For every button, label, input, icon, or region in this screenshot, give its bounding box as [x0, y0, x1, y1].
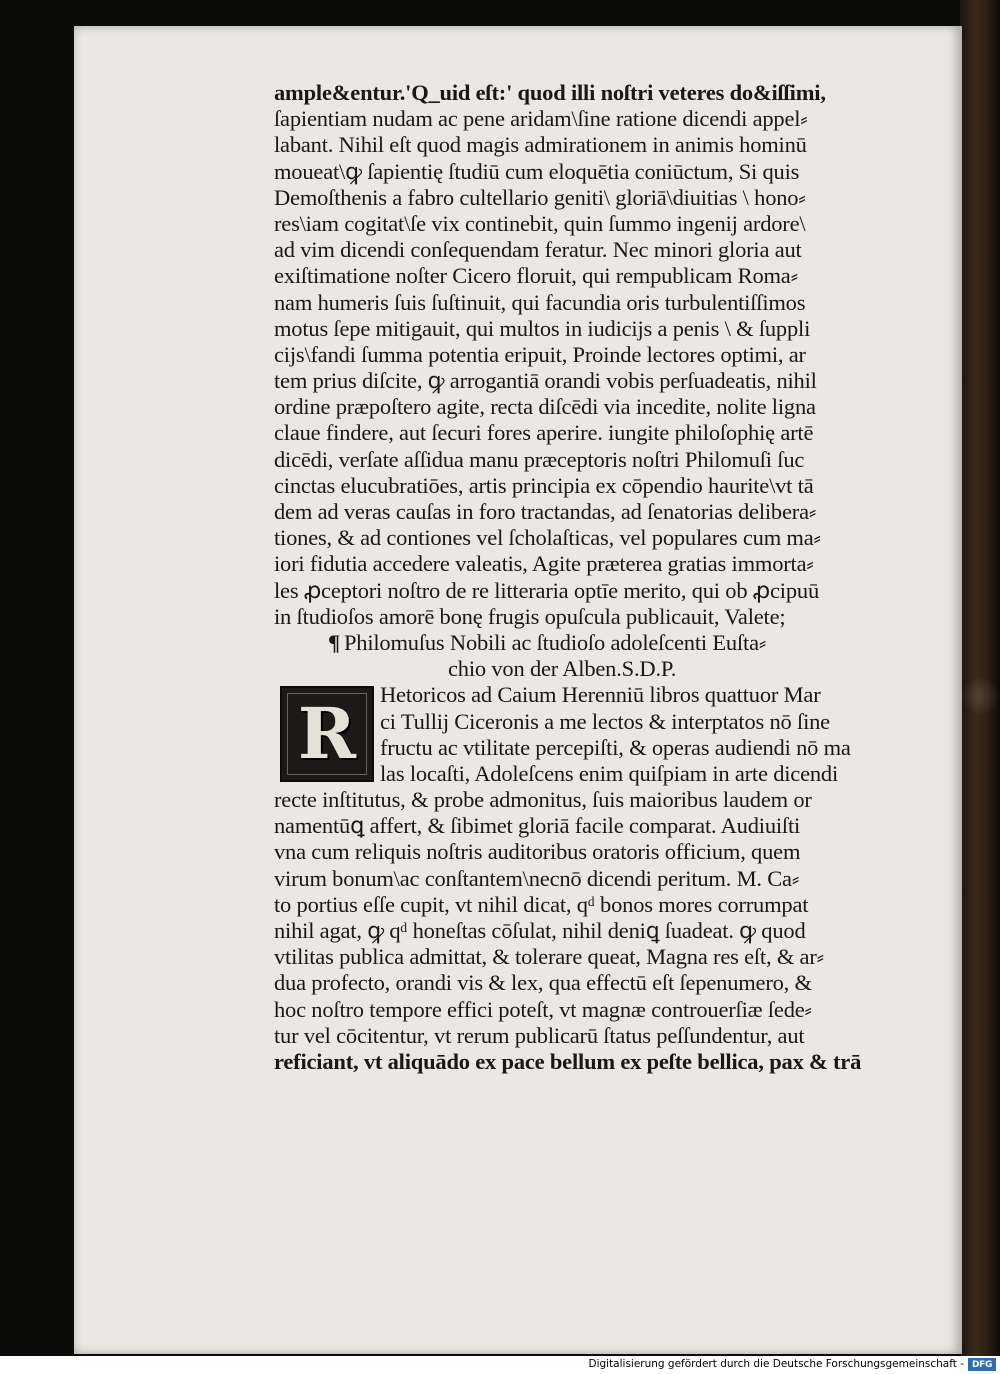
text-line: iori fidutia accedere valeatis, Agite præterea gratias immorta⸗: [274, 551, 814, 577]
text-line: dicēdi, verſate aſſidua manu præceptoris noſtri Philomuſi ſuc: [274, 446, 805, 472]
text-line: vna cum reliquis noſtris auditoribus oratoris officium, quem: [274, 839, 801, 865]
text-line: dua profecto, orandi vis & lex, qua effectū eſt ſepenumero, &: [274, 970, 812, 996]
text-line: Demoſthenis a fabro cultellario geniti\ gloriā\diuitias \ hono⸗: [274, 184, 806, 210]
preface-paragraph: [274, 80, 934, 630]
text-line: virum bonum\ac conſtantem\necnō dicendi peritum. M. Ca⸗: [274, 865, 800, 891]
letter-heading-line-1: [274, 630, 934, 656]
text-line: motus ſepe mitigauit, qui multos in iudicijs a penis \ & ſuppli: [274, 315, 811, 341]
text-line: to portius eſſe cupit, vt nihil dicat, qᵈ bonos mores corrumpat: [274, 891, 809, 917]
decorated-initial: [280, 686, 374, 782]
page-text: [274, 80, 934, 1075]
text-line: ci Tullij Ciceronis a me lectos & interptatos nō ſine: [380, 708, 830, 734]
digitization-footer: [0, 1356, 1000, 1374]
text-line: nihil agat, ꝙ qᵈ honeſtas cōſulat, nihil deniꝗ ſuadeat. ꝙ quod: [274, 918, 806, 944]
text-line: nam humeris ſuis ſuſtinuit, qui facundia oris turbulentiſſimos: [274, 289, 806, 315]
text-line: moueat\ꝙ ſapientię ſtudiū cum eloquētia coniūctum, Si quis: [274, 158, 800, 184]
text-line: tur vel cōcitentur, vt rerum publicarū ſtatus peſſundentur, aut: [274, 1022, 805, 1048]
initial-letter: R: [297, 692, 357, 776]
text-line: cinctas elucubratiōes, artis principia ex cōpendio haurite\vt tā: [274, 472, 814, 498]
text-line: ordine præpoſtero agite, recta diſcēdi via incedite, nolite ligna: [274, 394, 816, 420]
letter-heading-line-2: chio von der Alben.S.D.P.: [448, 656, 677, 682]
text-line: ample&entur.'Q_uid eſt:' quod illi noſtri veteres do&iſſimi,: [274, 80, 826, 105]
heading-text-1: Philomuſus Nobili ac ſtudioſo adoleſcenti Euſta⸗: [343, 629, 767, 655]
text-line: labant. Nihil eſt quod magis admirationem in animis hominū: [274, 132, 807, 158]
text-line: las locaſti, Adoleſcens enim quiſpiam in arte dicendi: [380, 760, 839, 786]
text-line: recte inſtitutus, & probe admonitus, ſuis maioribus laudem or: [274, 787, 812, 813]
text-line: dem ad veras cauſas in foro tractandas, ad ſenatorias delibera⸗: [274, 499, 817, 524]
dfg-logo: DFG: [968, 1358, 996, 1371]
text-line: ſapientiam nudam ac pene aridam\ſine ratione dicendi appel⸗: [274, 106, 808, 132]
text-line: in ſtudioſos amorē bonę frugis opuſcula publicauit, Valete;: [274, 603, 786, 629]
text-line: ad vim dicendi conſequendam feratur. Nec minori gloria aut: [274, 237, 802, 263]
text-line: res\iam cogitat\ſe vix continebit, quin ſummo ingenij ardore\: [274, 210, 806, 236]
text-line: tem prius diſcite, ꝙ arrogantiā orandi vobis perſuadeatis, nihil: [274, 368, 817, 394]
text-line: hoc noſtro tempore effici poteſt, vt magnæ controuerſiæ ſede⸗: [274, 996, 812, 1022]
text-line: fructu ac vtilitate percepiſti, & operas audiendi nō ma: [380, 734, 851, 760]
footer-credit: Digitalisierung gefördert durch die Deutsche Forschungsgemeinschaft -: [588, 1358, 964, 1370]
text-line: Hetoricos ad Caium Herenniū libros quattuor Mar: [380, 682, 821, 708]
pilcrow-mark: ¶: [328, 629, 340, 655]
text-line: namentūꝗ affert, & ſibimet gloriā facile comparat. Audiuiſti: [274, 813, 801, 839]
text-line: tiones, & ad contiones vel ſcholaſticas, vel populares cum ma⸗: [274, 525, 821, 551]
text-line: vtilitas publica admittat, & tolerare queat, Magna res eſt, & ar⸗: [274, 944, 824, 970]
text-line: reficiant, vt aliquādo ex pace bellum ex peſte bellica, pax & trā: [274, 1048, 862, 1074]
paper-stain: [960, 676, 1000, 716]
text-line: exiſtimatione noſter Cicero floruit, qui rempublicam Roma⸗: [274, 263, 798, 289]
text-line: cijs\fandi ſumma potentia eripuit, Proinde lectores optimi, ar: [274, 341, 806, 367]
text-line: claue findere, aut ſecuri fores aperire. iungite philoſophię artē: [274, 420, 814, 446]
text-line: les ꝓceptori noſtro de re litteraria optīe merito, qui ob ꝓcipuū: [274, 577, 820, 603]
initial-paragraph-start: [274, 682, 934, 787]
letter-paragraph: [274, 787, 934, 1075]
